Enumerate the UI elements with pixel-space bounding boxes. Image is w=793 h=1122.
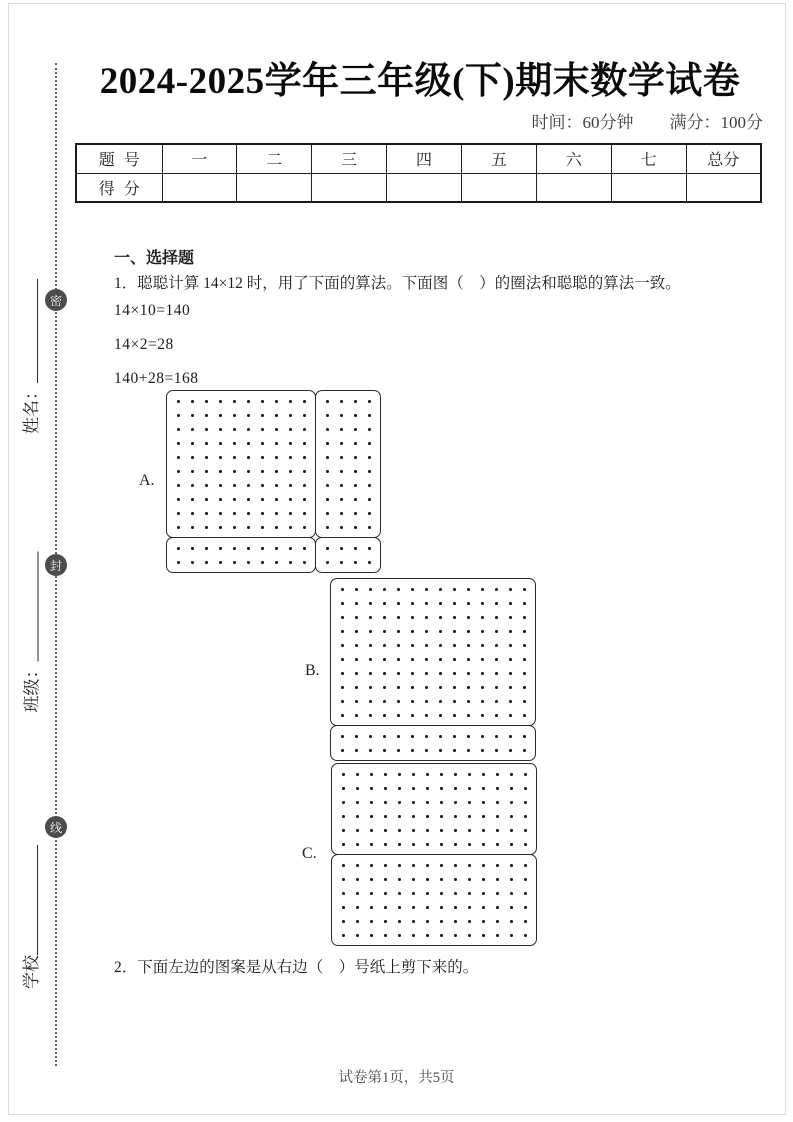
circled-dot-region [315,537,381,573]
circled-dot-region [166,390,316,538]
figure-label: B. [305,662,320,679]
exam-meta [532,108,764,133]
score-cell-empty [387,173,462,202]
score-table-header-cell: 四 [387,144,462,173]
circled-dot-region [315,390,381,538]
name-field [18,272,42,434]
class-blank-line [38,552,39,662]
question-1-text: 1．聪聪计算 14×12 时，用了下面的算法。下面图（ ）的圈法和聪聪的算法一致。 [114,275,681,292]
figure-option-c [302,763,537,946]
score-cell-empty [237,173,312,202]
circled-dot-region [166,537,316,573]
score-table-header-cell: 三 [312,144,387,173]
school-field [18,839,42,989]
score-table-header-cell: 五 [462,144,537,173]
score-table-header-cell: 二 [237,144,312,173]
figure-label: C. [302,845,317,862]
seal-stamp-feng: 封 [45,554,67,576]
seal-stamp-xian: 线 [45,816,67,838]
school-blank-line [37,845,38,955]
dot-region-row [330,725,536,761]
school-label: 学校 [22,955,41,989]
full-score: 满分：100分 [669,113,763,132]
dot-grid [336,858,532,942]
page-footer: 试卷第1页，共5页 [338,1070,455,1086]
score-table-header-cell: 一 [162,144,237,173]
dot-region-row [331,854,537,946]
class-label: 班级： [22,661,42,713]
figure-label: A. [139,472,155,489]
score-table-header-cell: 六 [536,144,611,173]
equation-line-3: 140+28=168 [114,370,199,387]
score-table-header-cell: 七 [611,144,686,173]
score-table-header-cell: 总分 [686,144,761,173]
class-field [19,544,43,713]
section-1-heading: 一、选择题 [114,250,195,267]
circled-dot-region [331,854,537,946]
dot-grid [320,541,376,569]
score-cell-empty [462,173,537,202]
circled-dot-region [331,763,537,855]
name-label: 姓名： [22,383,41,434]
score-cell-empty [686,173,761,202]
dot-region-row [166,537,381,573]
circled-dot-region [330,725,536,761]
score-row-label: 得分 [76,173,162,202]
figure-option-a [139,390,381,573]
dot-grid [336,767,532,851]
score-table-header-cell: 题号 [76,144,162,173]
time-limit: 时间：60分钟 [531,113,634,132]
seal-stamp-mi: 密 [45,289,67,311]
dot-grid [171,541,311,569]
score-cell-empty [611,173,686,202]
circled-dot-region [330,578,536,726]
dot-grid [335,729,531,757]
dot-grid [171,394,311,534]
question-2-text: 2．下面左边的图案是从右边（ ）号纸上剪下来的。 [114,959,479,976]
score-table [75,143,762,203]
dot-grid [320,394,376,534]
page-title: 2024-2025学年三年级(下)期末数学试卷 [99,61,741,102]
score-cell-empty [536,173,611,202]
equation-line-2: 14×2=28 [114,336,174,353]
dot-region-row [166,390,381,538]
score-cell-empty [162,173,237,202]
dot-grid [335,582,531,722]
dot-region-row [331,763,537,855]
dot-region-row [330,578,536,726]
figure-option-b [305,578,536,761]
equation-line-1: 14×10=140 [114,302,191,319]
score-cell-empty [312,173,387,202]
name-blank-line [37,279,38,383]
